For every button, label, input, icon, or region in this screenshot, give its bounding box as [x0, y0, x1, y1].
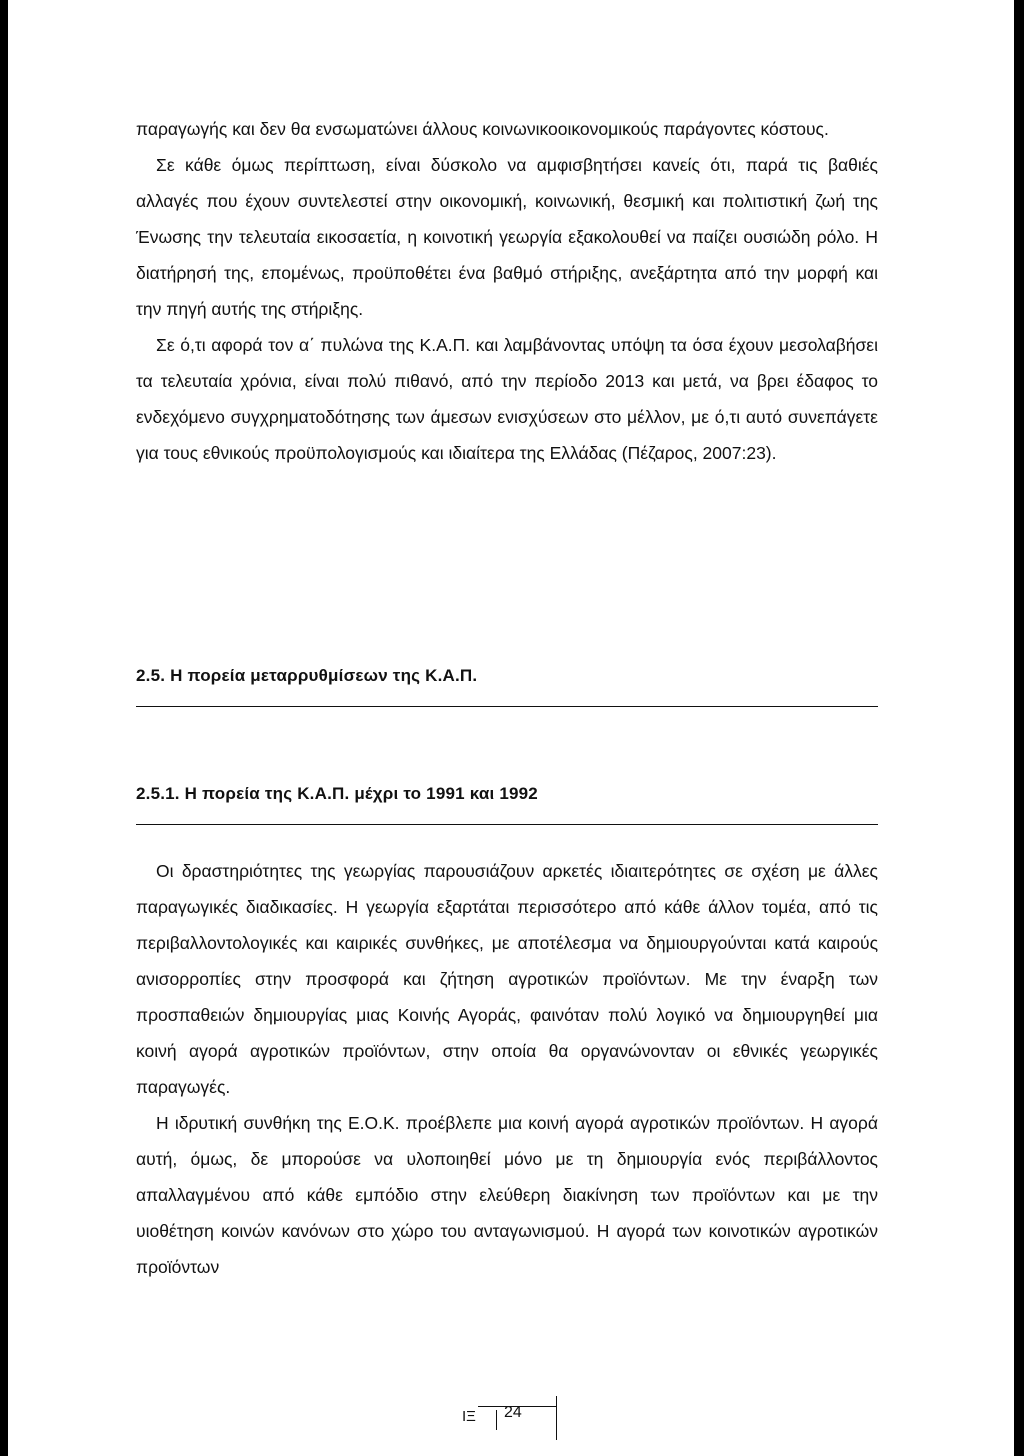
subsection-block [136, 776, 878, 1285]
heading-underline [136, 706, 878, 707]
paragraph-agriculture-specifics: Οι δραστηριότητες της γεωργίας παρουσιάζουν αρκετές ιδιαιτερότητες σε σχέση με άλλες παραγωγικές διαδικασίες. Η γεωργία εξαρτάται περισσότερο από κάθε άλλον τομέα, από τις περιβαλλοντολογικές και καιρικές συνθήκες, με αποτέλεσμα να δημιουργούνται κατά καιρούς ανισορροπίες στην προσφορά και ζήτηση αγροτικών προϊόντων. Με την έναρξη των προσπαθειών δημιουργίας μιας Κοινής Αγοράς, φαινόταν πολύ λογικό να δημιουργηθεί μια κοινή αγορά αγροτικών προϊόντων, στην οποία θα οργανώνονταν οι εθνικές γεωργικές παραγωγές. [136, 861, 878, 1097]
footer-separator [496, 1410, 497, 1430]
subheading-underline [136, 824, 878, 825]
paragraph-eec-treaty: Η ιδρυτική συνθήκη της Ε.Ο.Κ. προέβλεπε μια κοινή αγορά αγροτικών προϊόντων. Η αγορά αυτή, όμως, δε μπορούσε να υλοποιηθεί μόνο με τη δημιουργία ενός περιβάλλοντος απαλλαγμένου από κάθε εμπόδιο στην ελεύθερη διακίνηση των προϊόντων και με την υιοθέτηση κοινών κανόνων στο χώρο του ανταγωνισμού. Η αγορά των κοινοτικών αγροτικών προϊόντων [136, 1113, 878, 1277]
footer-mark: ΙΞ [462, 1408, 476, 1425]
text-block-top [136, 111, 878, 471]
paragraph-agriculture-role: Σε κάθε όμως περίπτωση, είναι δύσκολο να αμφισβητήσει κανείς ότι, παρά τις βαθιές αλλαγές που έχουν συντελεστεί στην οικονομική, κοινωνική, θεσμική και πολιτιστική ζωή της Ένωσης την τελευταία εικοσαετία, η κοινοτική γεωργία εξακολουθεί να παίζει ουσιώδη ρόλο. Η διατήρησή της, επομένως, προϋποθέτει ένα βαθμό στήριξης, ανεξάρτητα από την μορφή και την πηγή αυτής της στήριξης. [136, 155, 878, 319]
heading-2-5-1: 2.5.1. Η πορεία της Κ.Α.Π. μέχρι το 1991 και 1992 [136, 784, 538, 803]
heading-2-5: 2.5. Η πορεία μεταρρυθμίσεων της Κ.Α.Π. [136, 666, 478, 685]
page-number: 24 [504, 1404, 522, 1421]
paragraph-first-pillar: Σε ό,τι αφορά τον α΄ πυλώνα της Κ.Α.Π. και λαμβάνοντας υπόψη τα όσα έχουν μεσολαβήσει τα τελευταία χρόνια, είναι πολύ πιθανό, από την περίοδο 2013 και μετά, να βρει έδαφος το ενδεχόμενο συγχρηματοδότησης των άμεσων ενισχύσεων στο μέλλον, με ό,τι αυτό συνεπάγετε για τους εθνικούς προϋπολογισμούς και ιδιαίτερα της Ελλάδας (Πέζαρος, 2007:23). [136, 335, 878, 463]
page-footer [456, 1396, 616, 1456]
paragraph-continuation: παραγωγής και δεν θα ενσωματώνει άλλους κοινωνικοοικονομικούς παράγοντες κόστους. [136, 119, 829, 139]
section-heading-block [136, 658, 878, 707]
footer-tick [556, 1396, 557, 1440]
